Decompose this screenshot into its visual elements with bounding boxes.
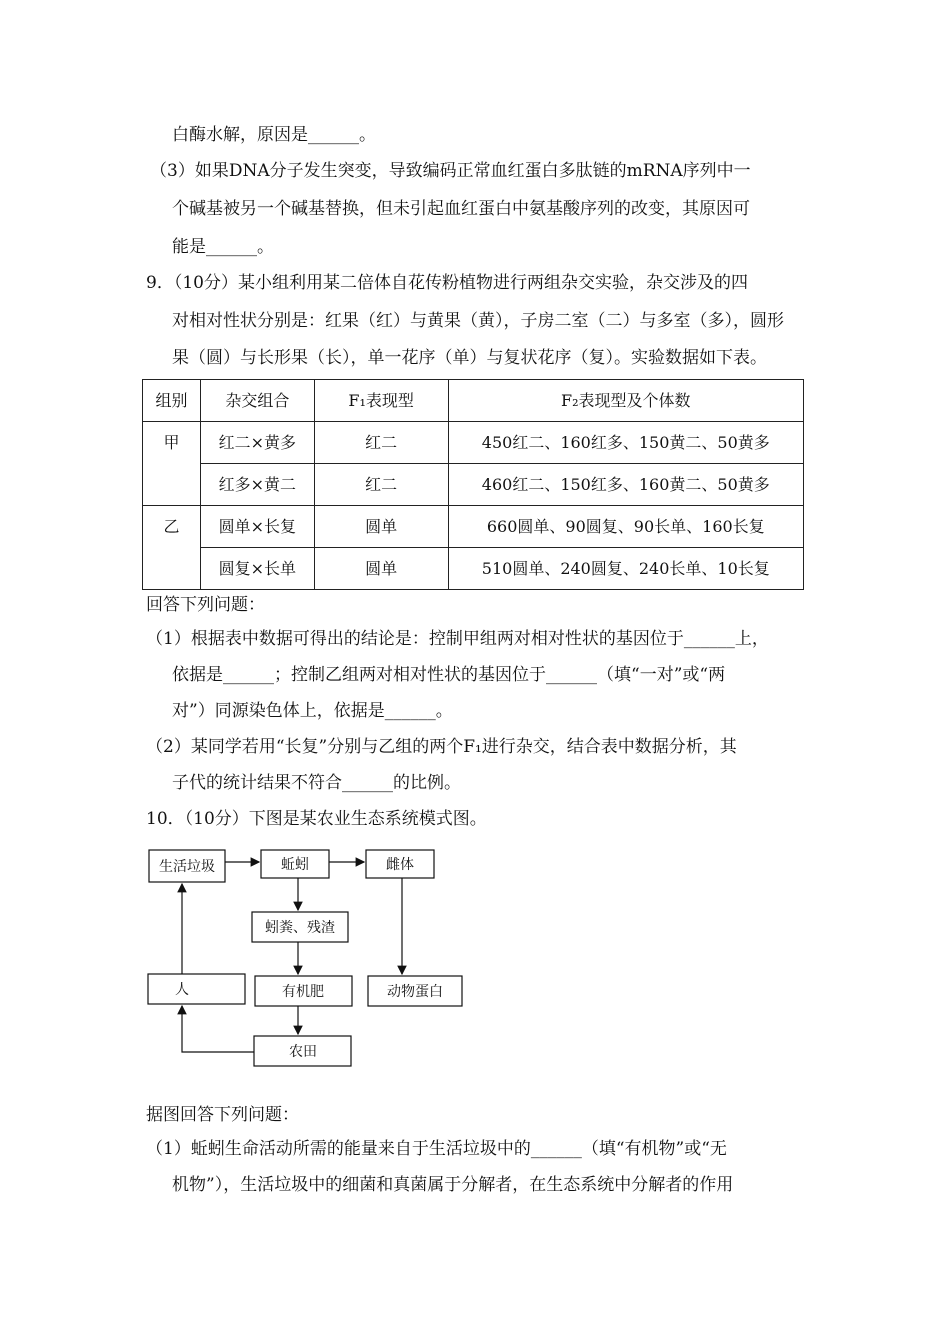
text-line: 个碱基被另一个碱基替换，但未引起血红蛋白中氨基酸序列的改变，其原因可 [172,199,750,219]
text-line: 子代的统计结果不符合______的比例。 [172,773,461,793]
cross-cell: 红二×黄多 [200,422,314,464]
group-name: 乙 [143,506,201,590]
text-line: （2）某同学若用“长复”分别与乙组的两个F₁进行杂交，结合表中数据分析，其 [146,737,737,757]
text-line: 对相对性状分别是：红果（红）与黄果（黄），子房二室（二）与多室（多），圆形 [172,311,784,331]
label-field: 农田 [289,1044,317,1060]
text-line: 机物”），生活垃圾中的细菌和真菌属于分解者，在生态系统中分解者的作用 [172,1175,734,1195]
text-line: 对”）同源染色体上，依据是______。 [172,701,453,721]
header-group: 组别 [143,380,201,422]
label-earthworm: 蚯蚓 [281,857,309,873]
box-person [148,974,245,1004]
f1-cell: 红二 [314,422,448,464]
f2-cell: 450红二、160红多、150黄二、50黄多 [448,422,803,464]
text-line: 果（圆）与长形果（长），单一花序（单）与复状花序（复）。实验数据如下表。 [172,348,767,368]
group-name: 甲 [143,422,201,506]
text-line: 依据是______；控制乙组两对相对性状的基因位于______（填“一对”或“两 [172,665,726,685]
label-garbage: 生活垃圾 [159,859,215,875]
header-f1: F₁表现型 [314,380,448,422]
f1-cell: 圆单 [314,548,448,590]
label-feces: 蚓粪、残渣 [265,920,335,936]
text-line: （3）如果DNA分子发生突变，导致编码正常血红蛋白多肽链的mRNA序列中一 [150,161,751,181]
table-row [143,548,804,590]
text-line: （1）蚯蚓生命活动所需的能量来自于生活垃圾中的______（填“有机物”或“无 [146,1139,727,1159]
table-row [143,506,804,548]
header-cross: 杂交组合 [200,380,314,422]
text-line: 白酶水解，原因是______。 [172,125,376,145]
label-fertilizer: 有机肥 [282,984,324,1000]
cross-cell: 红多×黄二 [200,464,314,506]
header-f2: F₂表现型及个体数 [448,380,803,422]
arrow-field-person [182,1006,254,1052]
text-line: 10．（10分）下图是某农业生态系统模式图。 [146,809,487,829]
table-row [143,464,804,506]
label-person: 人 [175,982,189,998]
f2-cell: 510圆单、240圆复、240长单、10长复 [448,548,803,590]
table-header-row [143,380,804,422]
f1-cell: 红二 [314,464,448,506]
label-protein: 动物蛋白 [387,984,443,1000]
f2-cell: 460红二、150红多、160黄二、50黄多 [448,464,803,506]
f1-cell: 圆单 [314,506,448,548]
ecosystem-diagram [140,838,470,1070]
text-line: 9．（10分）某小组利用某二倍体自花传粉植物进行两组杂交实验，杂交涉及的四 [146,273,748,293]
text-line: 据图回答下列问题： [146,1105,299,1125]
label-chick: 雌体 [386,857,414,873]
cross-cell: 圆复×长单 [200,548,314,590]
text-line: 回答下列问题： [146,595,265,615]
f2-cell: 660圆单、90圆复、90长单、160长复 [448,506,803,548]
text-line: 能是______。 [172,237,274,257]
text-line: （1）根据表中数据可得出的结论是：控制甲组两对相对性状的基因位于______上， [146,629,769,649]
cross-cell: 圆单×长复 [200,506,314,548]
hybrid-data-table [142,379,804,590]
table-row [143,422,804,464]
